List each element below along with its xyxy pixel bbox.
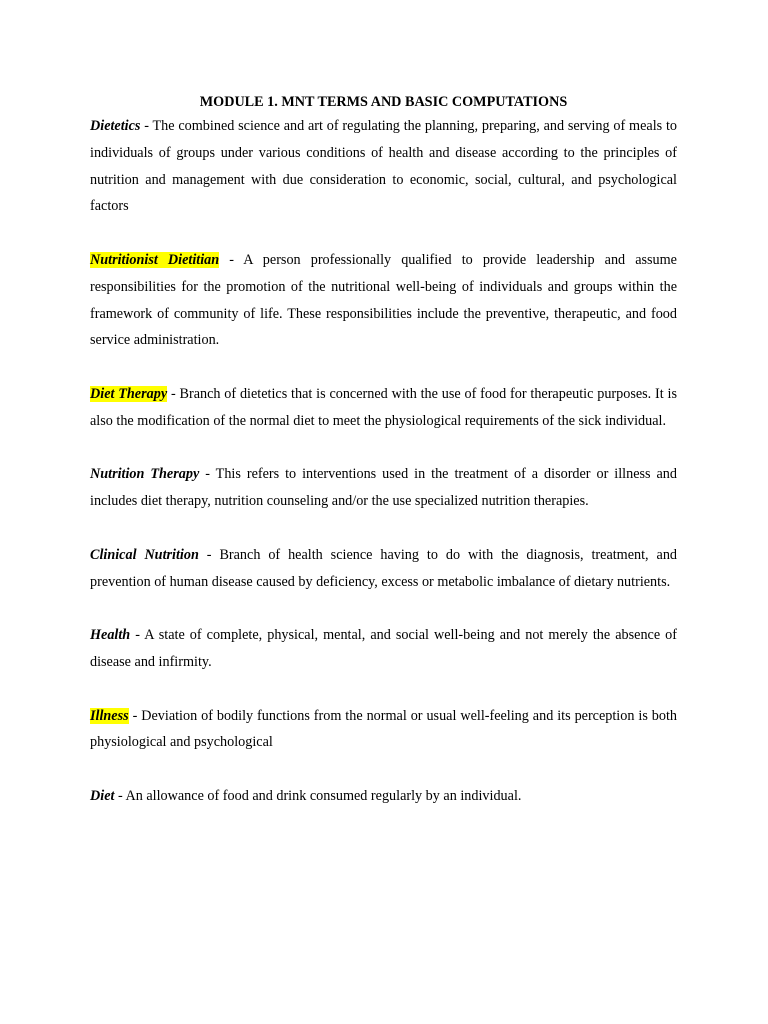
- term-illness: Illness: [90, 707, 129, 724]
- definition-text-illness: - Deviation of bodily functions from the normal or usual well-feeling and its perception is both physiological and psychological: [90, 707, 677, 751]
- definition-entry-illness: [90, 703, 677, 757]
- definition-entry-diet: [90, 783, 677, 810]
- definition-text-diet: - An allowance of food and drink consumed regularly by an individual.: [114, 787, 522, 804]
- definition-text-clinical-nutrition: - Branch of health science having to do with the diagnosis, treatment, and prevention of human disease caused by deficiency, excess or metabolic imbalance of dietary nutrients.: [90, 546, 678, 590]
- term-diet-therapy: Diet Therapy: [90, 385, 168, 402]
- term-dietetics: Dietetics: [90, 118, 141, 134]
- definition-text-dietetics: - The combined science and art of regulating the planning, preparing, and serving of meals to individuals of groups under various conditions of health and disease according to the principles of nutrition and management with due consideration to economic, social, cultural, and psychological factors: [90, 118, 677, 215]
- definition-text-health: - A state of complete, physical, mental, and social well-being and not merely the absence of disease and infirmity.: [90, 627, 677, 670]
- term-clinical-nutrition: Clinical Nutrition: [90, 546, 199, 563]
- definition-entry-clinical-nutrition: [90, 542, 677, 596]
- term-nutrition-therapy: Nutrition Therapy: [90, 466, 200, 483]
- definition-entry-nutritionist-dietitian: [90, 247, 677, 354]
- definition-entry-diet-therapy: [90, 381, 677, 435]
- document-title: MODULE 1. MNT TERMS AND BASIC COMPUTATIONS: [199, 94, 568, 110]
- definition-text-nutrition-therapy: - This refers to interventions used in the treatment of a disorder or illness and includes diet therapy, nutrition counseling and/or the use specialized nutrition therapies.: [90, 466, 677, 510]
- term-nutritionist-dietitian: Nutritionist Dietitian: [90, 251, 220, 268]
- document-page: [90, 92, 677, 810]
- definition-text-nutritionist-dietitian: - A person professionally qualified to provide leadership and assume responsibilities for the promotion of the nutritional well-being of individuals and groups within the framework of community of life. These responsibilities include the preventive, therapeutic, and food service administration.: [90, 251, 677, 349]
- definition-entry-health: [90, 622, 677, 676]
- definition-entry-dietetics: [90, 113, 677, 220]
- definition-text-diet-therapy: - Branch of dietetics that is concerned with the use of food for therapeutic purposes. It is also the modification of the normal diet to meet the physiological requirements of the sick individual.: [90, 385, 677, 429]
- term-health: Health: [90, 627, 131, 644]
- term-diet: Diet: [90, 787, 115, 804]
- definition-entry-nutrition-therapy: [90, 461, 677, 515]
